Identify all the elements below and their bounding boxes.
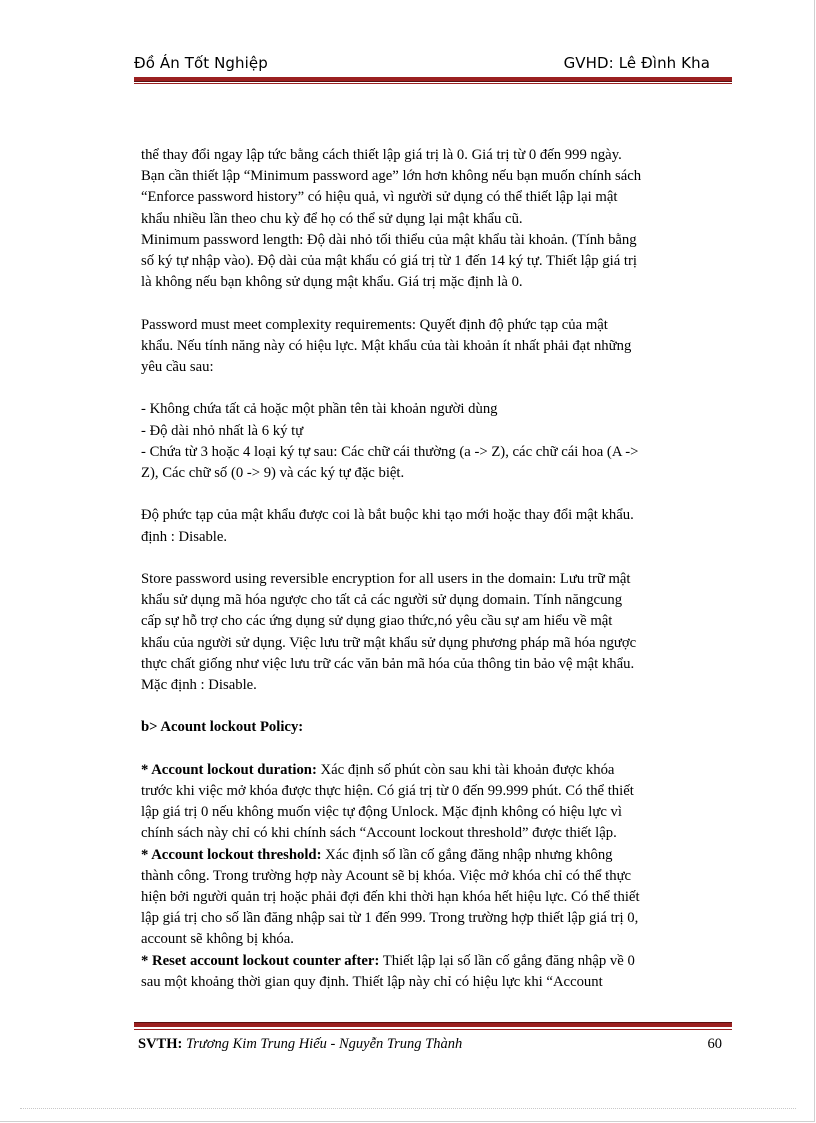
text-line: thể thay đổi ngay lập tức bằng cách thiết lập giá trị là 0. Giá trị từ 0 đến 999 ngày. <box>141 147 622 163</box>
policy-item-threshold <box>141 845 736 951</box>
text-line: Xác định số phút còn sau khi tài khoản được khóa <box>316 761 615 778</box>
text-line: chính sách này chỉ có khi chính sách “Account lockout threshold” được thiết lập. <box>141 825 617 842</box>
footer-names: Trương Kim Trung Hiếu - Nguyễn Trung Thành <box>182 1036 463 1052</box>
page-body <box>141 145 736 993</box>
text-line: account sẽ không bị khóa. <box>141 931 294 948</box>
policy-item-duration <box>141 760 736 845</box>
text-line: cấp sự hỗ trợ cho các ứng dụng sử dụng giao thức,nó yêu cầu sự am hiểu về mật <box>141 613 613 630</box>
header-title: Đồ Án Tốt Nghiệp <box>134 54 268 72</box>
text-line: “Enforce password history” có hiệu quả, vì người sử dụng có thể thiết lập lại mật <box>141 189 618 206</box>
text-line: lập giá trị 0 nếu không muốn việc tự động Unlock. Mặc định không có hiệu lực vì <box>141 804 622 821</box>
text-line: yêu cầu sau: <box>141 359 214 376</box>
text-line: trước khi việc mở khóa được thực hiện. Có giá trị từ 0 đến 99.999 phút. Có thể thiết <box>141 783 634 799</box>
text-line: khẩu nhiều lần theo chu kỳ để họ có thể sử dụng lại mật khẩu cũ. <box>141 210 523 227</box>
text-line: Minimum password length: Độ dài nhỏ tối thiểu của mật khẩu tài khoản. (Tính bằng <box>141 231 637 248</box>
text-line: Thiết lập lại số lần cố gắng đăng nhập về 0 <box>379 952 635 969</box>
text-line: sau một khoảng thời gian quy định. Thiết lập này chỉ có hiệu lực khi “Account <box>141 973 603 990</box>
text-line: Độ phức tạp của mật khẩu được coi là bắt buộc khi tạo mới hoặc thay đổi mật khẩu. <box>141 507 634 524</box>
text-line: hiện bởi người quản trị hoặc phải đợi đến khi thời hạn khóa hết hiệu lực. Có thể thiết <box>141 889 640 906</box>
text-line: định : Disable. <box>141 528 228 545</box>
paragraph-2 <box>141 315 736 379</box>
paragraph-5 <box>141 569 736 696</box>
paragraph-3 <box>141 399 736 484</box>
text-line: Mặc định : Disable. <box>141 677 257 694</box>
footer-label: SVTH: <box>138 1036 183 1052</box>
paragraph-4 <box>141 505 736 547</box>
header-supervisor: GVHD: Lê Đình Kha <box>563 54 710 72</box>
text-line: - Chứa từ 3 hoặc 4 loại ký tự sau: Các chữ cái thường (a -> Z), các chữ cái hoa (A -> <box>141 443 639 460</box>
text-line: là không nếu bạn không sử dụng mật khẩu. Giá trị mặc định là 0. <box>141 274 523 291</box>
page-number: 60 <box>707 1036 722 1052</box>
policy-item-label: * Account lockout threshold: <box>141 846 322 863</box>
header-rule-thin <box>134 83 732 84</box>
text-line: số ký tự nhập vào). Độ dài của mật khẩu có giá trị từ 1 đến 14 ký tự. Thiết lập giá trị <box>141 253 637 270</box>
text-line: - Không chứa tất cả hoặc một phần tên tài khoản người dùng <box>141 401 498 418</box>
paragraph-1 <box>141 145 736 293</box>
section-heading: b> Acount lockout Policy: <box>141 719 304 736</box>
footer-authors <box>138 1036 462 1053</box>
text-line: Store password using reversible encryption for all users in the domain: Lưu trữ mật <box>141 571 631 587</box>
text-line: Password must meet complexity requirements: Quyết định độ phức tạp của mật <box>141 316 608 333</box>
text-line: - Độ dài nhỏ nhất là 6 ký tự <box>141 422 304 439</box>
text-line: thành công. Trong trường hợp này Acount sẽ bị khóa. Việc mở khóa chỉ có thể thực <box>141 867 632 884</box>
policy-item-reset <box>141 951 736 993</box>
page-edge-dots <box>20 1108 796 1109</box>
text-line: khẩu của người sử dụng. Việc lưu trữ mật khẩu sử dụng phương pháp mã hóa ngược <box>141 634 637 651</box>
text-line: Bạn cần thiết lập “Minimum password age” lớn hơn không nếu bạn muốn chính sách <box>141 168 642 185</box>
text-line: khẩu. Nếu tính năng này có hiệu lực. Mật khẩu của tài khoản ít nhất phải đạt những <box>141 337 632 354</box>
footer-rule-thin <box>134 1029 732 1030</box>
text-line: Xác định số lần cố gắng đăng nhập nhưng không <box>321 846 613 863</box>
policy-item-label: * Account lockout duration: <box>141 761 317 778</box>
text-line: Z), Các chữ số (0 -> 9) và các ký tự đặc biệt. <box>141 465 405 482</box>
footer-rule <box>134 1022 732 1027</box>
text-line: thực chất giống như việc lưu trữ các văn bản mã hóa của thông tin bảo vệ mật khẩu. <box>141 655 635 672</box>
page-header <box>134 50 710 80</box>
text-line: lập giá trị cho số lần đăng nhập sai từ 1 đến 999. Trong trường hợp thiết lập giá trị 0, <box>141 910 639 927</box>
header-rule <box>134 77 732 82</box>
text-line: khẩu sử dụng mã hóa ngược cho tất cả các người sử dụng domain. Tính năngcung <box>141 592 623 609</box>
policy-item-label: * Reset account lockout counter after: <box>141 952 380 969</box>
page-footer <box>134 1036 728 1058</box>
